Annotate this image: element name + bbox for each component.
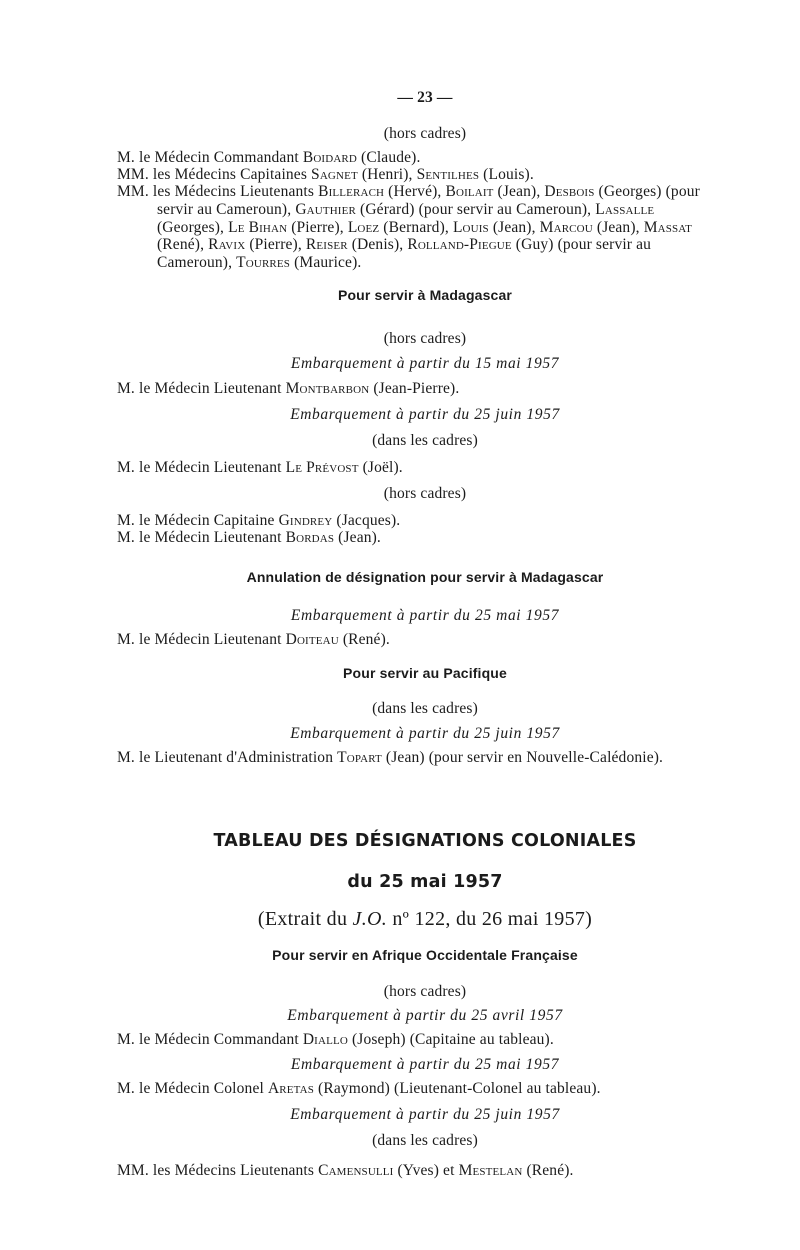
entry-line: M. le Médecin Commandant Diallo (Joseph) (Capitaine au tableau). xyxy=(117,1031,554,1048)
entry-line: (René), Ravix (Pierre), Reiser (Denis), Rolland-Piegue (Guy) (pour servir au xyxy=(157,236,652,253)
entry-line: MM. les Médecins Capitaines Sagnet (Henri), Sentilhes (Louis). xyxy=(117,166,534,183)
entry-line: M. le Médecin Commandant Boidard (Claude). xyxy=(117,149,421,166)
subheading-hors-cadres: (hors cadres) xyxy=(383,983,467,1000)
subheading-dans-cadres: (dans les cadres) xyxy=(372,1132,478,1149)
subheading-dans-cadres: (dans les cadres) xyxy=(372,700,478,717)
tableau-date: du 25 mai 1957 xyxy=(347,872,503,892)
entry-line: servir au Cameroun), Gauthier (Gérard) (pour servir au Cameroun), Lassalle xyxy=(157,201,655,218)
embarkation-date: Embarquement à partir du 25 juin 1957 xyxy=(290,725,560,742)
entry-line: Cameroun), Tourres (Maurice). xyxy=(157,254,362,271)
section-heading-annulation: Annulation de désignation pour servir à Madagascar xyxy=(246,569,604,585)
tableau-title: TABLEAU DES DÉSIGNATIONS COLONIALES xyxy=(213,831,637,851)
section-heading-madagascar: Pour servir à Madagascar xyxy=(337,287,513,303)
entry-line: M. le Médecin Colonel Aretas (Raymond) (Lieutenant-Colonel au tableau). xyxy=(117,1080,601,1097)
entry-line: M. le Lieutenant d'Administration Topart (Jean) (pour servir en Nouvelle-Calédonie). xyxy=(117,749,664,766)
subheading-dans-cadres: (dans les cadres) xyxy=(372,432,478,449)
entry-line: M. le Médecin Lieutenant Le Prévost (Joël). xyxy=(117,459,403,476)
embarkation-date: Embarquement à partir du 25 mai 1957 xyxy=(290,607,560,624)
embarkation-date: Embarquement à partir du 25 avril 1957 xyxy=(287,1007,563,1024)
subheading-hors-cadres: (hors cadres) xyxy=(383,125,467,142)
entry-line: MM. les Médecins Lieutenants Camensulli (Yves) et Mestelan (René). xyxy=(117,1162,574,1179)
page-number: — 23 — xyxy=(397,89,453,106)
embarkation-date: Embarquement à partir du 25 juin 1957 xyxy=(290,1106,560,1123)
embarkation-date: Embarquement à partir du 15 mai 1957 xyxy=(290,355,560,372)
entry-line: M. le Médecin Lieutenant Bordas (Jean). xyxy=(117,529,381,546)
section-heading-pacifique: Pour servir au Pacifique xyxy=(343,665,507,681)
entry-line: M. le Médecin Capitaine Gindrey (Jacques). xyxy=(117,512,401,529)
entry-line: (Georges), Le Bihan (Pierre), Loez (Bernard), Louis (Jean), Marcou (Jean), Massat xyxy=(157,219,693,236)
embarkation-date: Embarquement à partir du 25 mai 1957 xyxy=(290,1056,560,1073)
embarkation-date: Embarquement à partir du 25 juin 1957 xyxy=(290,406,560,423)
subheading-hors-cadres: (hors cadres) xyxy=(383,330,467,347)
entry-line: M. le Médecin Lieutenant Montbarbon (Jean-Pierre). xyxy=(117,380,460,397)
section-heading-aof: Pour servir en Afrique Occidentale Française xyxy=(272,947,578,963)
tableau-extrait: (Extrait du J.O. nº 122, du 26 mai 1957) xyxy=(257,908,593,930)
entry-line: M. le Médecin Lieutenant Doiteau (René). xyxy=(117,631,390,648)
entry-line: MM. les Médecins Lieutenants Billerach (Hervé), Boilait (Jean), Desbois (Georges) (pour xyxy=(117,183,700,200)
subheading-hors-cadres: (hors cadres) xyxy=(383,485,467,502)
